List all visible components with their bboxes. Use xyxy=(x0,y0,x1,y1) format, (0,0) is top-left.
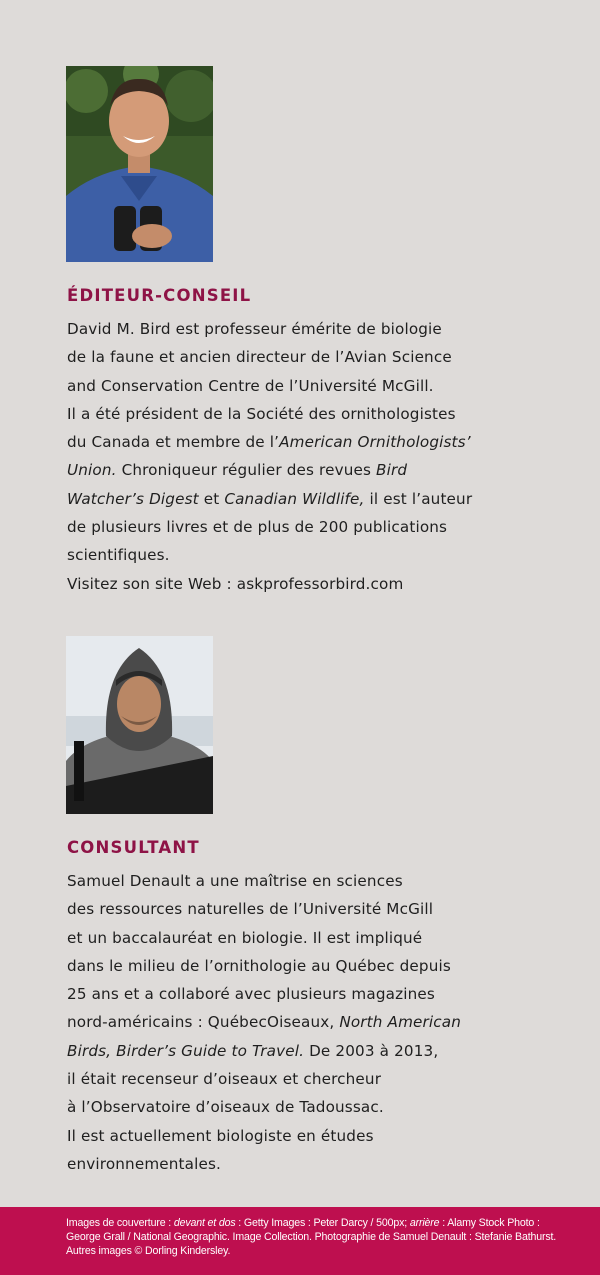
bio-line: Watcher’s Digest et Canadian Wildlife, il est l’auteur xyxy=(67,489,473,508)
bio-line: nord-américains : QuébecOiseaux, North American xyxy=(67,1013,462,1032)
bio-line: Union. Chroniqueur régulier des revues Bird xyxy=(67,461,408,480)
advisor-role-heading: ÉDITEUR-CONSEIL xyxy=(67,286,252,305)
bio-line: Il est actuellement biologiste en études xyxy=(67,1126,374,1145)
bio-line: scientifiques. xyxy=(67,546,170,565)
bio-line: and Conservation Centre de l’Université McGill. xyxy=(67,376,434,395)
website-line: Visitez son site Web : askprofessorbird.com xyxy=(67,574,404,593)
bio-line: de la faune et ancien directeur de l’Avian Science xyxy=(67,348,452,367)
bio-line: des ressources naturelles de l’Université McGill xyxy=(67,900,434,919)
credits-line: Autres images © Dorling Kindersley. xyxy=(66,1245,231,1257)
consultant-portrait-image xyxy=(66,636,213,814)
advisor-portrait-image xyxy=(66,66,213,262)
bio-line: Il a été président de la Société des ornithologistes xyxy=(67,404,456,423)
advisor-portrait-photo xyxy=(66,66,213,262)
bio-line: et un baccalauréat en biologie. Il est impliqué xyxy=(67,928,423,947)
credits-line: George Grall / National Geographic. Image Collection. Photographie de Samuel Denault : Stefanie Bathurst. xyxy=(66,1231,557,1243)
bio-line: Birds, Birder’s Guide to Travel. De 2003 à 2013, xyxy=(67,1041,439,1060)
bio-line: de plusieurs livres et de plus de 200 publications xyxy=(67,518,448,537)
bio-line: environnementales. xyxy=(67,1154,222,1173)
advisor-bio xyxy=(67,315,537,598)
bio-line: il était recenseur d’oiseaux et chercheur xyxy=(67,1070,382,1089)
bio-line: du Canada et membre de l’American Ornithologists’ xyxy=(67,433,471,452)
bio-line: Samuel Denault a une maîtrise en sciences xyxy=(67,872,403,890)
credits-line: Images de couverture : devant et dos : Getty Images : Peter Darcy / 500px; arrière : Alamy Stock Photo : xyxy=(66,1217,540,1229)
consultant-role-heading: CONSULTANT xyxy=(67,838,200,857)
consultant-portrait-photo xyxy=(66,636,213,814)
bio-line: David M. Bird est professeur émérite de biologie xyxy=(67,320,442,338)
consultant-bio xyxy=(67,867,537,1178)
bio-line: 25 ans et a collaboré avec plusieurs magazines xyxy=(67,985,435,1004)
bio-line: dans le milieu de l’ornithologie au Québec depuis xyxy=(67,956,451,975)
bio-line: à l’Observatoire d’oiseaux de Tadoussac. xyxy=(67,1098,384,1117)
image-credits-footer xyxy=(0,1207,600,1275)
